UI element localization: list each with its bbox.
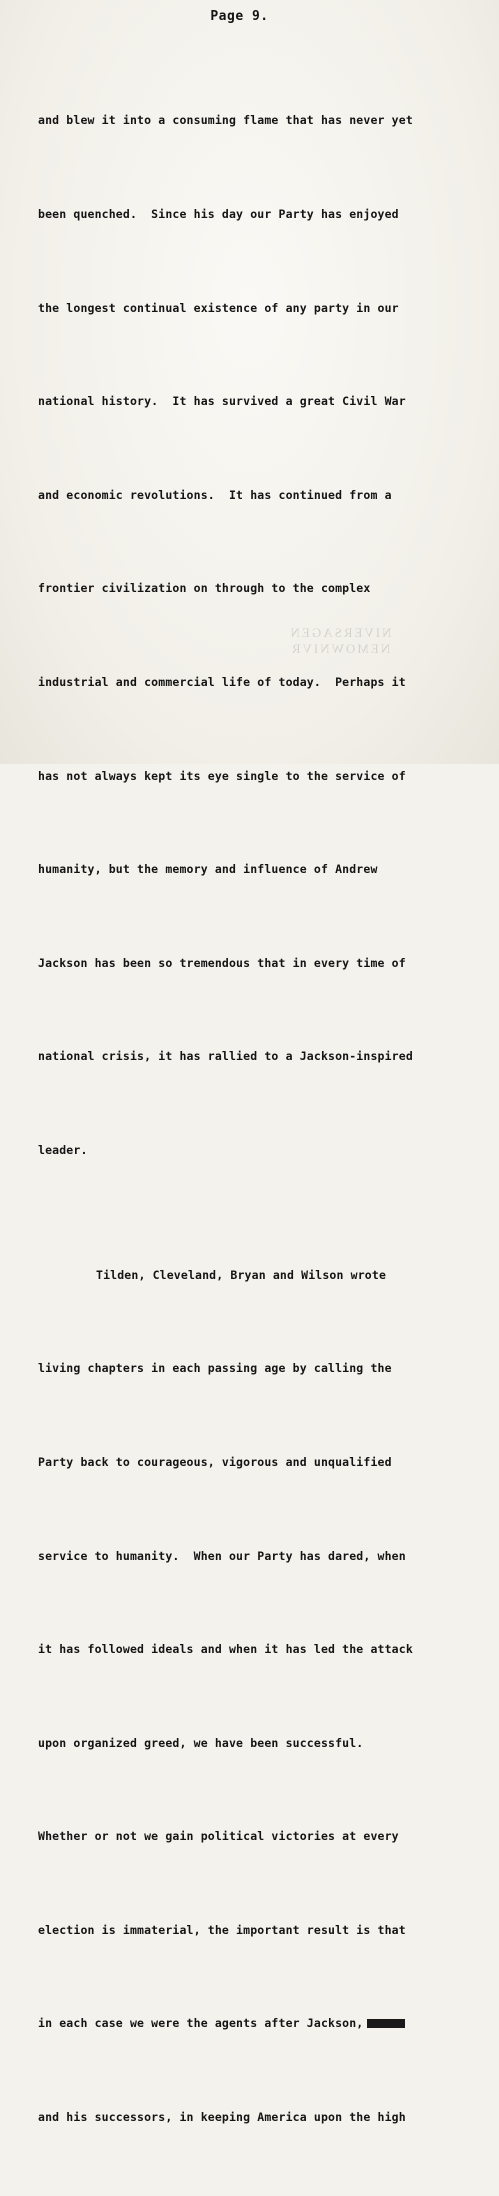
text-line: it has followed ideals and when it has led the attack [38, 1642, 413, 1657]
body-text [38, 43, 478, 2196]
text-line: frontier civilization on through to the complex [38, 581, 371, 596]
text-line: and blew it into a consuming flame that has never yet [38, 113, 413, 128]
text-line: and economic revolutions. It has continued from a [38, 487, 392, 502]
text-line: Tilden, Cleveland, Bryan and Wilson wrote [96, 1267, 387, 1282]
text-line: service to humanity. When our Party has dared, when [38, 1548, 406, 1563]
text-line: been quenched. Since his day our Party has enjoyed [38, 207, 399, 221]
text-line: national crisis, it has rallied to a Jackson-inspired [38, 1049, 413, 1064]
text-line: humanity, but the memory and influence of Andrew [38, 862, 378, 877]
text-line: living chapters in each passing age by calling the [38, 1361, 392, 1376]
bleed-through-line: NEMOWNIVR [289, 641, 391, 656]
text-line: the longest continual existence of any party in our [38, 300, 399, 315]
page-number: Page 9. [210, 9, 269, 24]
bleed-through-line: NIVERSAGEN [288, 625, 392, 640]
text-line: leader. [38, 1142, 88, 1157]
text-line-segment: in each case we were the agents after Jackson, [38, 2016, 364, 2031]
text-line: has not always kept its eye single to the service of [38, 768, 406, 783]
text-line: national history. It has survived a great Civil War [38, 394, 406, 409]
bleed-through-text [230, 625, 450, 657]
text-line: upon organized greed, we have been successful. [38, 1735, 364, 1750]
text-line: industrial and commercial life of today. Perhaps it [38, 674, 406, 689]
text-line: Party back to courageous, vigorous and unqualified [38, 1454, 392, 1469]
text-line: Jackson has been so tremendous that in every time of [38, 955, 406, 970]
text-line-with-strikeout [38, 2008, 478, 2039]
struck-out-word [367, 2019, 405, 2028]
text-line: election is immaterial, the important result is that [38, 1922, 406, 1937]
text-line: Whether or not we gain political victories at every [38, 1829, 399, 1844]
text-line: and his successors, in keeping America upon the high [38, 2110, 406, 2125]
